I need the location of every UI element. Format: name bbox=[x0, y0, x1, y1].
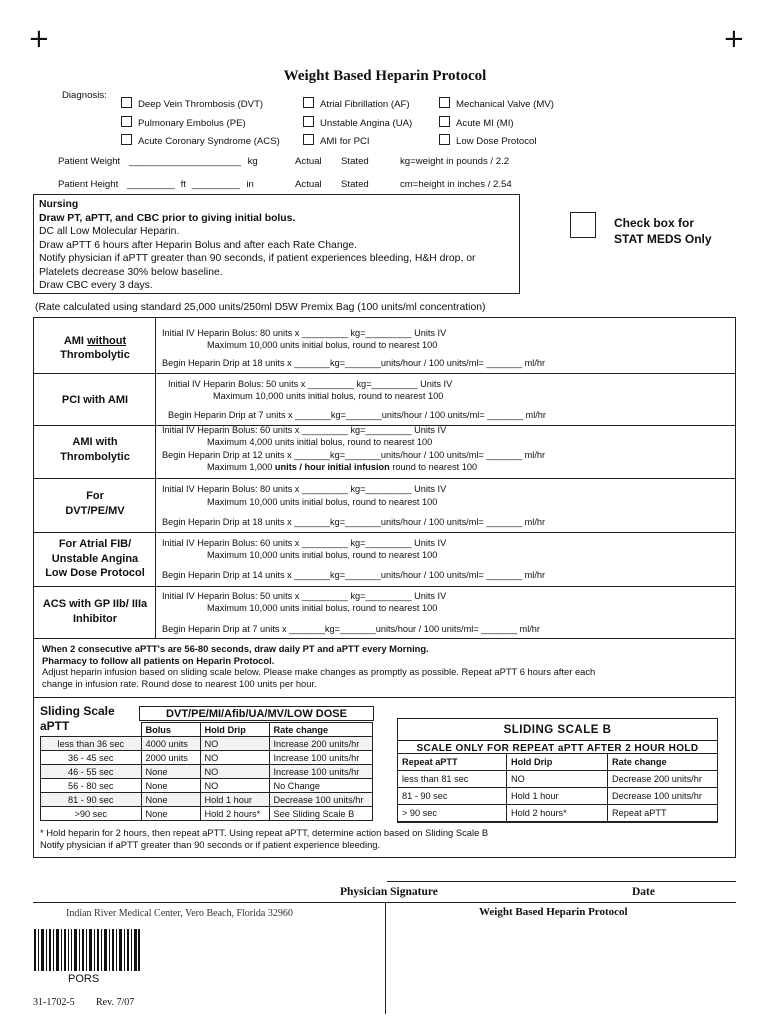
barcode-label: PORS bbox=[68, 973, 100, 985]
dose-label-ami-with-thrombolytic: AMI with Thrombolytic bbox=[60, 436, 130, 463]
drip-line[interactable]: Begin Heparin Drip at 14 units x _______kg=_______units/hour / 100 units/ml= _______ ml/hr bbox=[162, 570, 546, 580]
max-line: Maximum 10,000 units initial bolus, round to nearest 100 bbox=[207, 340, 438, 350]
sliding-scale-b-table bbox=[397, 753, 718, 822]
bolus-line[interactable]: Initial IV Heparin Bolus: 50 units x _________ kg=_________ Units IV bbox=[162, 591, 447, 601]
crop-mark-top-right: + bbox=[723, 24, 745, 54]
table-row: less than 81 sec NO Decrease 200 units/hr bbox=[398, 771, 718, 788]
drip-line[interactable]: Begin Heparin Drip at 7 units x _______kg=_______units/hour / 100 units/ml= _______ ml/hr bbox=[168, 410, 546, 420]
weight-stated[interactable]: Stated bbox=[341, 156, 369, 167]
diagnosis-option[interactable]: Acute Coronary Syndrome (ACS) bbox=[121, 133, 280, 152]
grid-col-divider bbox=[155, 317, 156, 639]
max-line: Maximum 10,000 units initial bolus, round to nearest 100 bbox=[207, 497, 438, 507]
dose-label-dvt-pe-mv: For DVT/PE/MV bbox=[65, 490, 125, 517]
checkbox[interactable] bbox=[439, 134, 450, 145]
max-line: Maximum 10,000 units initial bolus, round to nearest 100 bbox=[207, 603, 438, 613]
stat-meds-checkbox[interactable] bbox=[570, 212, 596, 238]
rate-note: (Rate calculated using standard 25,000 units/250ml D5W Premix Bag (100 units/ml concentration) bbox=[35, 302, 486, 313]
sliding-scale-a-header: DVT/PE/MI/Afib/UA/MV/LOW DOSE bbox=[139, 706, 374, 721]
drip-line[interactable]: Begin Heparin Drip at 18 units x _______kg=_______units/hour / 100 units/ml= _______ ml/hr bbox=[162, 517, 546, 527]
checkbox[interactable] bbox=[121, 134, 132, 145]
grid-divider bbox=[33, 373, 736, 374]
revision: Rev. 7/07 bbox=[96, 997, 135, 1008]
weight-note: kg=weight in pounds / 2.2 bbox=[400, 156, 510, 167]
nursing-line: DC all Low Molecular Heparin. bbox=[39, 226, 180, 237]
bolus-line[interactable]: Initial IV Heparin Bolus: 60 units x _________ kg=_________ Units IV bbox=[162, 425, 447, 435]
nursing-line: Notify physician if aPTT greater than 90 seconds, if patient experiences bleeding, H&H drop, or bbox=[39, 253, 476, 264]
diagnosis-col3 bbox=[439, 96, 554, 152]
signature-line bbox=[387, 881, 736, 882]
drip-line[interactable]: Begin Heparin Drip at 12 units x _______kg=_______units/hour / 100 units/ml= _______ ml/hr bbox=[162, 450, 546, 460]
diagnosis-option[interactable]: Low Dose Protocol bbox=[439, 133, 554, 152]
height-ft-field[interactable]: _________ bbox=[126, 179, 175, 190]
stat-meds-label: Check box for STAT MEDS Only bbox=[614, 216, 712, 246]
patient-height-label: Patient Height bbox=[58, 179, 119, 190]
bolus-line[interactable]: Initial IV Heparin Bolus: 80 units x _________ kg=_________ Units IV bbox=[162, 328, 447, 338]
sliding-scale-b-subtitle: SCALE ONLY FOR REPEAT aPTT AFTER 2 HOUR HOLD bbox=[398, 740, 717, 754]
checkbox[interactable] bbox=[439, 97, 450, 108]
sliding-scale-a-table bbox=[40, 722, 373, 821]
bolus-line[interactable]: Initial IV Heparin Bolus: 80 units x _________ kg=_________ Units IV bbox=[162, 484, 447, 494]
form-number: 31-1702-5 bbox=[33, 997, 75, 1008]
max-line: Maximum 10,000 units initial bolus, round to nearest 100 bbox=[213, 391, 444, 401]
table-row: 46 - 55 sec None NO Increase 100 units/hr bbox=[41, 765, 373, 779]
diagnosis-option[interactable]: Deep Vein Thrombosis (DVT) bbox=[121, 96, 280, 115]
nursing-heading: Nursing bbox=[39, 199, 79, 210]
consecutive-note-box: When 2 consecutive aPTT's are 56-80 seconds, draw daily PT and aPTT every Morning. Pharmacy to follow all patients on Heparin Protocol. Adjust heparin infusion based on sliding scale below. Please make changes as promptly as possible. Repeat aPTT 6 hours after each change in infusion rate. Round dose to nearest 100 units per hour. bbox=[33, 639, 736, 698]
form-name: Weight Based Heparin Protocol bbox=[479, 906, 628, 918]
dose-label-ami-without: AMI without Thrombolytic bbox=[60, 335, 130, 361]
nursing-line: Draw CBC every 3 days. bbox=[39, 280, 153, 291]
diagnosis-col1 bbox=[121, 96, 280, 152]
table-header-row: Repeat aPTT Hold Drip Rate change bbox=[398, 754, 718, 771]
weight-actual[interactable]: Actual bbox=[295, 156, 322, 167]
diagnosis-option[interactable]: Acute MI (MI) bbox=[439, 115, 554, 134]
table-row: 81 - 90 sec None Hold 1 hour Decrease 100 units/hr bbox=[41, 793, 373, 807]
footer-vertical-divider bbox=[385, 902, 386, 1014]
diagnosis-col2 bbox=[303, 96, 412, 152]
dose-label-acs-gp: ACS with GP IIb/ IIIa Inhibitor bbox=[42, 598, 148, 625]
table-header-row: Bolus Hold Drip Rate change bbox=[41, 723, 373, 737]
diagnosis-option[interactable]: Atrial Fibrillation (AF) bbox=[303, 96, 412, 115]
table-row: 56 - 80 sec None NO No Change bbox=[41, 779, 373, 793]
bolus-line[interactable]: Initial IV Heparin Bolus: 50 units x _________ kg=_________ Units IV bbox=[168, 379, 453, 389]
date-label: Date bbox=[632, 886, 655, 898]
table-row: > 90 sec Hold 2 hours* Repeat aPTT bbox=[398, 805, 718, 822]
checkbox[interactable] bbox=[121, 97, 132, 108]
patient-height-row: Patient Height _________ ft _________ in bbox=[58, 179, 254, 190]
drip-line[interactable]: Begin Heparin Drip at 7 units x _______kg=_______units/hour / 100 units/ml= _______ ml/hr bbox=[162, 624, 540, 634]
dose-label-af-ua-low-dose: For Atrial FIB/ Unstable Angina Low Dose Protocol bbox=[45, 538, 145, 579]
height-in-field[interactable]: _________ bbox=[191, 179, 240, 190]
max-line: Maximum 4,000 units initial bolus, round to nearest 100 bbox=[207, 437, 433, 447]
max-line: Maximum 10,000 units initial bolus, round to nearest 100 bbox=[207, 550, 438, 560]
height-note: cm=height in inches / 2.54 bbox=[400, 179, 512, 190]
table-row: less than 36 sec 4000 units NO Increase 200 units/hr bbox=[41, 737, 373, 751]
hospital-name: Indian River Medical Center, Vero Beach, Florida 32960 bbox=[66, 908, 293, 919]
height-actual[interactable]: Actual bbox=[295, 179, 322, 190]
diagnosis-option[interactable]: Mechanical Valve (MV) bbox=[439, 96, 554, 115]
table-row: 36 - 45 sec 2000 units NO Increase 100 units/hr bbox=[41, 751, 373, 765]
grid-divider bbox=[33, 478, 736, 479]
table-row: 81 - 90 sec Hold 1 hour Decrease 100 units/hr bbox=[398, 788, 718, 805]
grid-divider bbox=[33, 586, 736, 587]
grid-divider bbox=[33, 532, 736, 533]
drip-line[interactable]: Begin Heparin Drip at 18 units x _______kg=_______units/hour / 100 units/ml= _______ ml/hr bbox=[162, 358, 546, 368]
patient-weight-field[interactable]: _____________________ bbox=[128, 156, 241, 167]
dose-label-pci-with-ami: PCI with AMI bbox=[61, 394, 129, 406]
nursing-box bbox=[33, 194, 520, 294]
patient-weight-row: Patient Weight _____________________ kg bbox=[58, 156, 258, 167]
nursing-bold-line: Draw PT, aPTT, and CBC prior to giving initial bolus. bbox=[39, 212, 296, 224]
footnote: * Hold heparin for 2 hours, then repeat aPTT. Using repeat aPTT, determine action based on Sliding Scale B Notify physician if aPTT greater than 90 seconds or if patient experience bleeding. bbox=[40, 827, 489, 850]
diagnosis-option[interactable]: Pulmonary Embolus (PE) bbox=[121, 115, 280, 134]
diagnosis-option[interactable]: AMI for PCI bbox=[303, 133, 412, 152]
checkbox[interactable] bbox=[303, 134, 314, 145]
bolus-line[interactable]: Initial IV Heparin Bolus: 60 units x _________ kg=_________ Units IV bbox=[162, 538, 447, 548]
nursing-line: Draw aPTT 6 hours after Heparin Bolus and after each Rate Change. bbox=[39, 239, 358, 251]
physician-signature-label: Physician Signature bbox=[340, 886, 438, 898]
page-title: Weight Based Heparin Protocol bbox=[283, 68, 487, 84]
crop-mark-top-left: + bbox=[28, 24, 50, 54]
sliding-scale-b-title: SLIDING SCALE B bbox=[503, 724, 612, 736]
checkbox[interactable] bbox=[303, 116, 314, 127]
table-row: >90 sec None Hold 2 hours* See Sliding Scale B bbox=[41, 807, 373, 821]
diagnosis-option[interactable]: Unstable Angina (UA) bbox=[303, 115, 412, 134]
height-stated[interactable]: Stated bbox=[341, 179, 369, 190]
max-infusion-line: Maximum 1,000 units / hour initial infusion round to nearest 100 bbox=[207, 462, 478, 472]
checkbox[interactable] bbox=[439, 116, 450, 127]
diagnosis-label: Diagnosis: bbox=[62, 90, 107, 101]
nursing-line: Platelets decrease 30% below baseline. bbox=[39, 266, 223, 278]
sliding-scale-a-title: Sliding Scale aPTT bbox=[40, 704, 115, 733]
patient-weight-label: Patient Weight bbox=[58, 156, 121, 167]
barcode bbox=[34, 929, 140, 971]
checkbox[interactable] bbox=[121, 116, 132, 127]
checkbox[interactable] bbox=[303, 97, 314, 108]
